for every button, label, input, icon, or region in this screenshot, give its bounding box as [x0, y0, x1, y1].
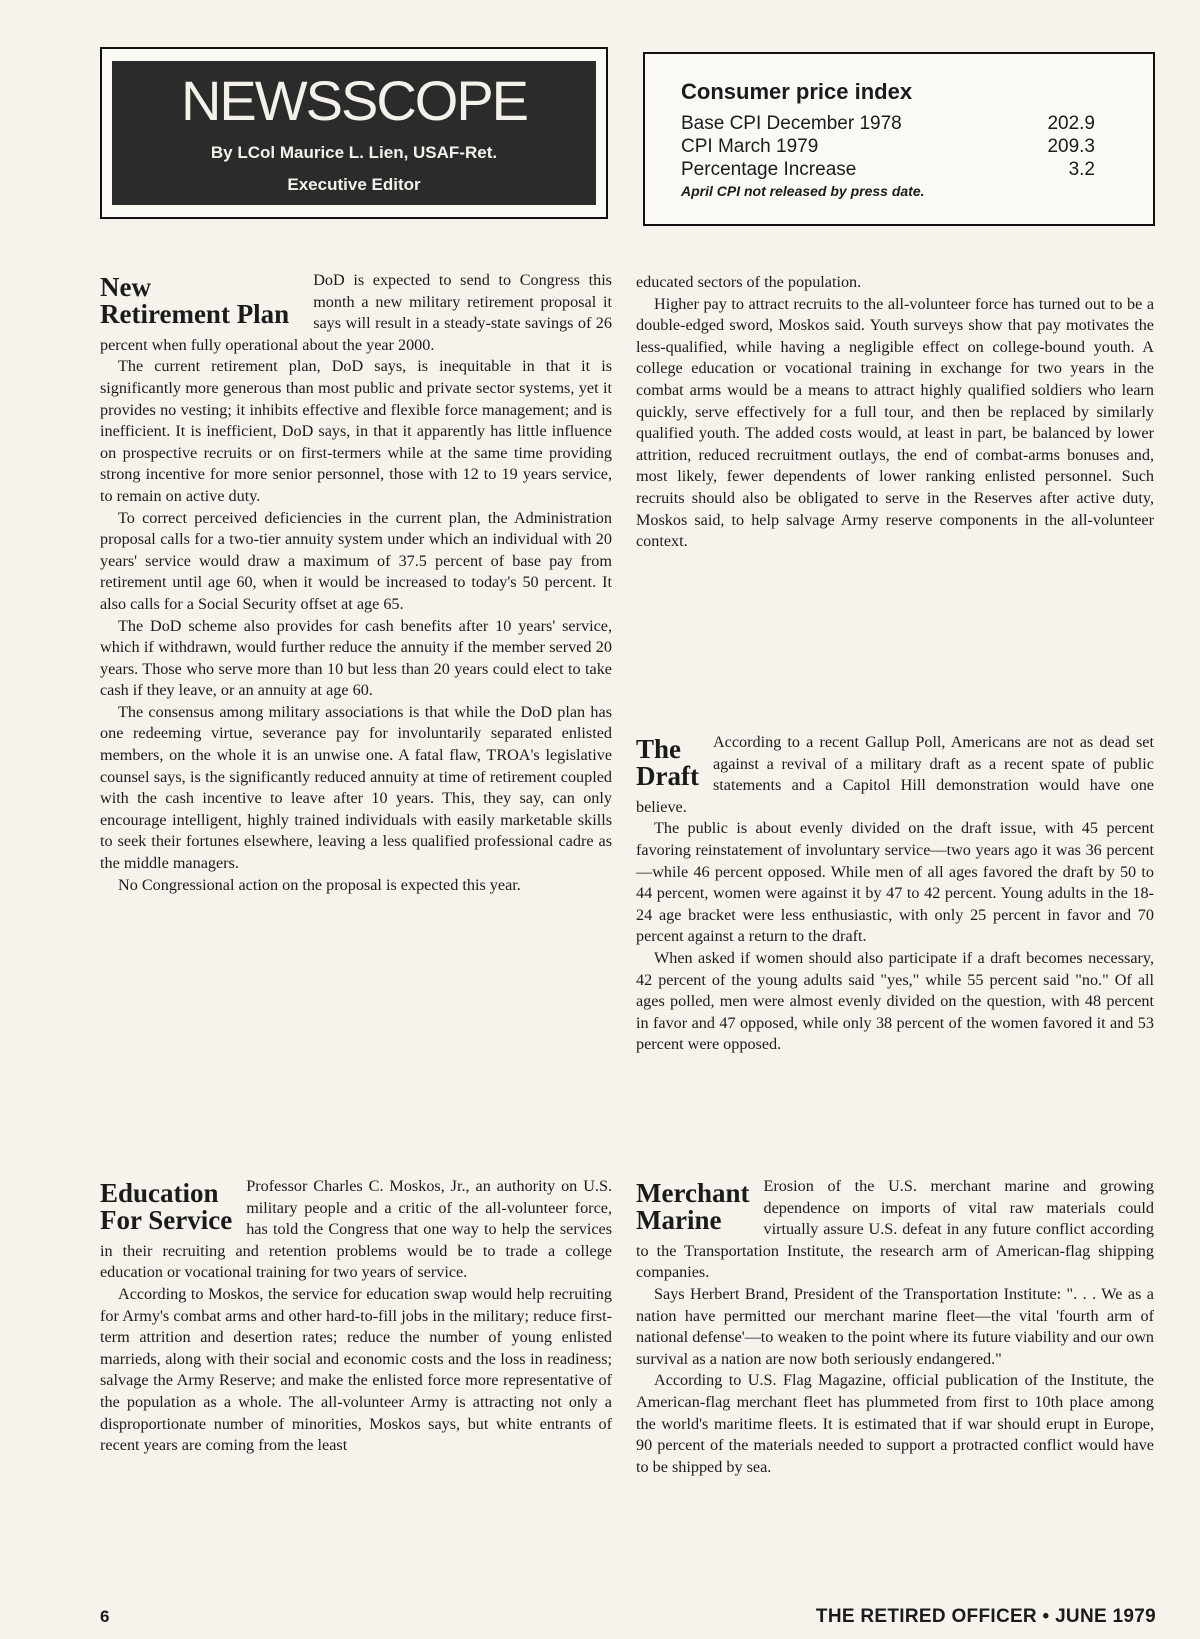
paragraph: The consensus among military associations is that while the DoD plan has one redeeming virtue, severance pay for involuntarily separated enlisted members, on the whole it is an unwise one. A fatal flaw, TROA's legislative counsel says, is the significantly reduced annuity at time of retirement coupled with the cash incentive to leave after 10 years. This, they say, can only encourage intelligent, highly trained individuals with easily marketable skills to seek their fortunes elsewhere, leaving a less qualified professional cadre as the middle managers. [100, 702, 612, 873]
article-heading [100, 1180, 232, 1234]
heading-line: Education [100, 1178, 219, 1208]
heading-line: New [100, 272, 151, 302]
article-heading [100, 274, 289, 328]
cpi-row [681, 112, 1153, 135]
cpi-value: 209.3 [1047, 136, 1095, 157]
masthead-byline: By LCol Maurice L. Lien, USAF-Ret. [210, 143, 498, 162]
heading-line: Marine [636, 1205, 722, 1235]
paragraph: Professor Charles C. Moskos, Jr., an authority on U.S. military people and a critic of the all-volunteer force, has told the Congress that one way to help the services in their recruiting and retention problems would be to trade a college education or vocational training for two years of service. [100, 1177, 612, 1282]
paragraph: According to U.S. Flag Magazine, official publication of the Institute, the American-flag merchant fleet has plummeted from first to 10th place among the world's maritime fleets. It is estimated that if war should erupt in Europe, 90 percent of the materials needed to support a protracted conflict would have to be shipped by sea. [636, 1371, 1154, 1476]
paragraph: The DoD scheme also provides for cash benefits after 10 years' service, which if withdrawn, would further reduce the annuity if the member served 20 years. Those who serve more than 10 but less than 20 years could elect to take cash if they leave, or an annuity at age 60. [100, 616, 612, 700]
cpi-note: April CPI not released by press date. [681, 183, 925, 199]
paragraph: Higher pay to attract recruits to the all-volunteer force has turned out to be a double-edged sword, Moskos said. Youth surveys show that pay motivates the less-qualified, while having a negligible effect on college-bound youth. A college education or vocational training in exchange for two years in the combat arms would be a means to attract highly qualified soldiers who learn quickly, serve effectively for a full tour, and then be replaced by similarly qualified youth. The added costs would, at least in part, be balanced by lower attrition, reduced recruitment outlays, the end of combat-arms bonuses and, most likely, fewer dependents of lower ranking enlisted personnel. Such recruits should also be obligated to serve in the Reserves after active duty, Moskos said, to help salvage Army reserve components in the all-volunteer context. [636, 294, 1154, 551]
masthead-editor-role: Executive Editor [287, 175, 421, 194]
cpi-value: 3.2 [1068, 159, 1095, 180]
paragraph: educated sectors of the population. [636, 273, 862, 291]
paragraph: No Congressional action on the proposal is expected this year. [118, 875, 521, 894]
cpi-label: Percentage Increase [681, 159, 857, 180]
cpi-label: Base CPI December 1978 [681, 113, 902, 134]
article-merchant-marine [636, 1176, 1154, 1478]
paragraph: The current retirement plan, DoD says, is inequitable in that it is significantly more generous than most public and private sector systems, yet it provides no vesting; it inhibits effective and flexible force management; and is inefficient. It is inefficient, DoD says, in that it apparently has little influence on prospective recruits or on first-termers while at the same time providing strong incentive for more senior personnel, those with 12 to 19 years service, to remain on active duty. [100, 357, 612, 505]
article-education [100, 1176, 612, 1457]
cpi-row [681, 158, 1153, 181]
paragraph: The public is about evenly divided on the draft issue, with 45 percent favoring reinstatement of involuntary service—two years ago it was 36 percent—while 46 percent opposed. While men of all ages favored the draft by 50 to 44 percent, women were against it by 47 to 42 percent. Young adults in the 18-24 age bracket were less enthusiastic, with only 25 percent in favor and 70 percent against a return to the draft. [636, 819, 1154, 946]
cpi-row [681, 135, 1153, 158]
heading-line: Draft [636, 761, 699, 791]
article-education-continued [636, 272, 1154, 553]
cpi-box [643, 52, 1155, 226]
masthead-title: NEWSSCOPE [180, 69, 528, 132]
publication-footer: THE RETIRED OFFICER • JUNE 1979 [815, 1606, 1156, 1627]
page-number: 6 [100, 1607, 110, 1626]
article-heading [636, 1180, 749, 1234]
cpi-value: 202.9 [1047, 113, 1095, 134]
article-heading [636, 736, 699, 790]
cpi-title: Consumer price index [681, 79, 913, 104]
article-retirement [100, 270, 612, 896]
heading-line: Merchant [636, 1178, 750, 1208]
paragraph: Erosion of the U.S. merchant marine and growing dependence on imports of vital raw materials could virtually assure U.S. defeat in any future conflict according to the Transportation Institute, the research arm of American-flag shipping companies. [636, 1177, 1154, 1282]
heading-line: Retirement Plan [100, 299, 290, 329]
paragraph: When asked if women should also participate if a draft becomes necessary, 42 percent of the young adults said "yes," while 55 percent said "no." Of all ages polled, men were almost evenly divided on the question, with 48 percent in favor and 47 opposed, while only 38 percent of the women favored it and 53 percent were opposed. [636, 948, 1154, 1054]
masthead-banner [112, 61, 596, 205]
paragraph: According to a recent Gallup Poll, Americans are not as dead set against a revival of a military draft as a recent spate of public statements and a Capitol Hill demonstration would have one believe. [636, 733, 1154, 816]
masthead [100, 47, 608, 219]
article-draft [636, 732, 1154, 1056]
heading-line: For Service [100, 1205, 233, 1235]
heading-line: The [636, 734, 682, 764]
paragraph: According to Moskos, the service for education swap would help recruiting for Army's combat arms and other hard-to-fill jobs in the military; reduce first-term attrition and desertion rates; reduce the number of young enlisted marrieds, along with their social and economic costs and the loss in readiness; salvage the Army Reserve; and make the enlisted force more representative of the population as a whole. The all-volunteer Army is attracting not only a disproportionate number of minorities, Moskos says, but white entrants of recent years are coming from the least [100, 1284, 612, 1455]
paragraph: DoD is expected to send to Congress this month a new military retirement proposal it says will result in a steady-state savings of 26 percent when fully operational about the year 2000. [100, 271, 612, 354]
cpi-label: CPI March 1979 [681, 136, 819, 157]
paragraph: Says Herbert Brand, President of the Transportation Institute: ". . . We as a nation have permitted our merchant marine fleet—the vital 'fourth arm of national defense'—to weaken to the point where its future viability and our own survival as a nation are now both seriously endangered." [636, 1284, 1154, 1368]
paragraph: To correct perceived deficiencies in the current plan, the Administration proposal calls for a two-tier annuity system under which an individual with 20 years' service would draw a maximum of 37.5 percent of base pay from retirement until age 60, when it would be increased to today's 50 percent. It also calls for a Social Security offset at age 65. [100, 508, 612, 613]
